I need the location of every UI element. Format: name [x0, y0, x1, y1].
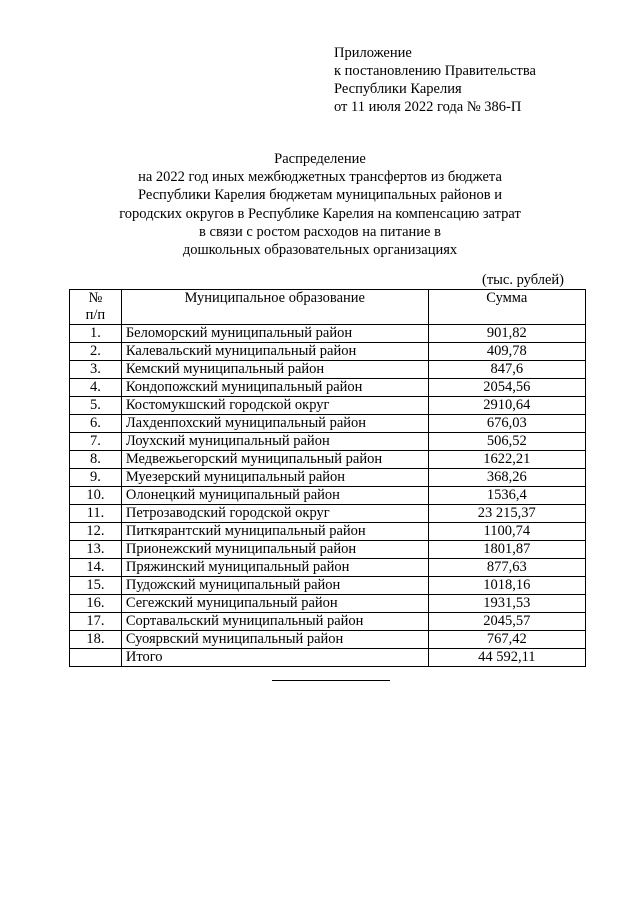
row-sum: 2054,56: [428, 379, 585, 397]
row-sum: 847,6: [428, 361, 585, 379]
table-body: [70, 325, 586, 667]
row-name: Кондопожский муниципальный район: [121, 379, 428, 397]
title-line: Распределение: [274, 151, 366, 167]
table-row: [70, 397, 586, 415]
row-num: 11.: [70, 505, 122, 523]
row-sum: 676,03: [428, 415, 585, 433]
total-label: Итого: [121, 649, 428, 667]
header-num-line1: №: [88, 290, 103, 306]
row-sum: 877,63: [428, 559, 585, 577]
total-sum: 44 592,11: [428, 649, 585, 667]
row-sum: 1801,87: [428, 541, 585, 559]
table-row: [70, 379, 586, 397]
annex-line: к постановлению Правительства: [334, 63, 536, 79]
title-line: городских округов в Республике Карелия на компенсацию затрат: [119, 205, 521, 222]
table-header-row: [70, 290, 586, 325]
table-row: [70, 451, 586, 469]
annex-line: от 11 июля 2022 года № 386-П: [334, 99, 522, 115]
document-title: [60, 150, 580, 259]
row-sum: 1622,21: [428, 451, 585, 469]
row-name: Петрозаводский городской округ: [121, 505, 428, 523]
row-num: 2.: [70, 343, 122, 361]
row-sum: 368,26: [428, 469, 585, 487]
table-row: [70, 523, 586, 541]
table-row: [70, 361, 586, 379]
row-num: 16.: [70, 595, 122, 613]
header-num-line2: п/п: [85, 307, 106, 323]
row-num: 3.: [70, 361, 122, 379]
table-row: [70, 505, 586, 523]
annex-line: Республики Карелия: [334, 81, 462, 97]
row-sum: 1018,16: [428, 577, 585, 595]
row-name: Сортавальский муниципальный район: [121, 613, 428, 631]
row-sum: 409,78: [428, 343, 585, 361]
table-row: [70, 487, 586, 505]
table-row: [70, 631, 586, 649]
row-name: Питкярантский муниципальный район: [121, 523, 428, 541]
row-sum: 506,52: [428, 433, 585, 451]
row-name: Медвежьегорский муниципальный район: [121, 451, 428, 469]
row-name: Беломорский муниципальный район: [121, 325, 428, 343]
table-row: [70, 595, 586, 613]
header-name: Муниципальное образование: [121, 290, 428, 325]
row-num: 1.: [70, 325, 122, 343]
row-sum: 767,42: [428, 631, 585, 649]
row-name: Муезерский муниципальный район: [121, 469, 428, 487]
row-name: Кемский муниципальный район: [121, 361, 428, 379]
row-sum: 23 215,37: [428, 505, 585, 523]
annex-block: [334, 44, 536, 116]
title-line: на 2022 год иных межбюджетных трансфертов из бюджета: [138, 169, 502, 186]
row-name: Лоухский муниципальный район: [121, 433, 428, 451]
row-sum: 1931,53: [428, 595, 585, 613]
header-num: [70, 290, 122, 325]
row-num: 5.: [70, 397, 122, 415]
row-num: 18.: [70, 631, 122, 649]
row-num: 15.: [70, 577, 122, 595]
title-line: в связи с ростом расходов на питание в: [199, 223, 441, 240]
row-num: 10.: [70, 487, 122, 505]
row-name: Калевальский муниципальный район: [121, 343, 428, 361]
title-line: Республики Карелия бюджетам муниципальных районов и: [137, 187, 503, 204]
table-row: [70, 577, 586, 595]
table-row: [70, 325, 586, 343]
total-num: [70, 649, 122, 667]
table-row: [70, 469, 586, 487]
row-name: Лахденпохский муниципальный район: [121, 415, 428, 433]
total-row: [70, 649, 586, 667]
annex-line: Приложение: [334, 45, 412, 61]
header-sum: Сумма: [428, 290, 585, 325]
title-line: дошкольных образовательных организациях: [182, 242, 458, 259]
row-name: Прионежский муниципальный район: [121, 541, 428, 559]
row-sum: 1100,74: [428, 523, 585, 541]
table-row: [70, 415, 586, 433]
row-num: 9.: [70, 469, 122, 487]
row-num: 6.: [70, 415, 122, 433]
row-num: 7.: [70, 433, 122, 451]
table-row: [70, 433, 586, 451]
row-num: 17.: [70, 613, 122, 631]
row-name: Пудожский муниципальный район: [121, 577, 428, 595]
row-sum: 901,82: [428, 325, 585, 343]
distribution-table: [69, 289, 586, 667]
row-name: Суоярвский муниципальный район: [121, 631, 428, 649]
row-num: 4.: [70, 379, 122, 397]
unit-label: (тыс. рублей): [482, 272, 564, 288]
row-sum: 1536,4: [428, 487, 585, 505]
row-num: 14.: [70, 559, 122, 577]
row-name: Пряжинский муниципальный район: [121, 559, 428, 577]
table-row: [70, 559, 586, 577]
row-name: Костомукшский городской округ: [121, 397, 428, 415]
row-num: 12.: [70, 523, 122, 541]
row-sum: 2045,57: [428, 613, 585, 631]
table-row: [70, 613, 586, 631]
row-num: 8.: [70, 451, 122, 469]
table-row: [70, 343, 586, 361]
row-num: 13.: [70, 541, 122, 559]
closing-rule: [272, 680, 390, 681]
row-name: Олонецкий муниципальный район: [121, 487, 428, 505]
row-name: Сегежский муниципальный район: [121, 595, 428, 613]
row-sum: 2910,64: [428, 397, 585, 415]
table-row: [70, 541, 586, 559]
